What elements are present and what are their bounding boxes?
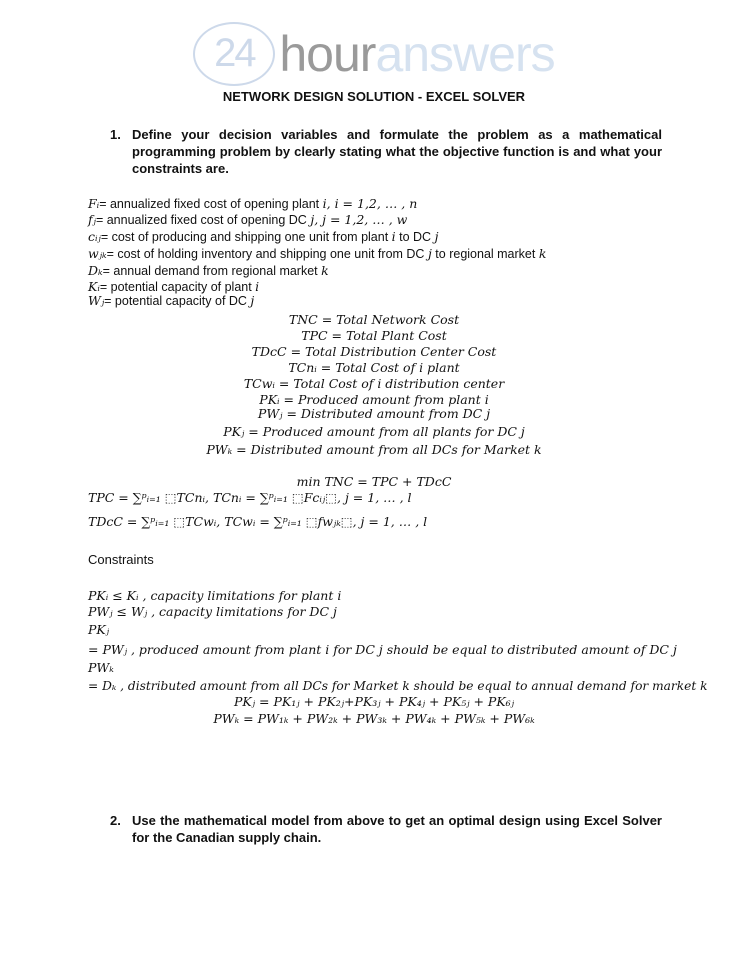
sum-equation-plant: TPC = ∑ᵖᵢ₌₁ ⬚TCnᵢ, TCnᵢ = ∑ᵖᵢ₌₁ ⬚Fcᵢⱼ⬚, j = 1, … , l <box>88 490 412 505</box>
constraint-plant-capacity: PKᵢ ≤ Kᵢ , capacity limitations for plant i <box>88 588 342 603</box>
watermark-answers: answers <box>375 26 555 82</box>
definition-holding-cost: wⱼₖ= cost of holding inventory and shipping one unit from DC j to regional market k <box>88 246 547 261</box>
notation-pki: PKᵢ = Produced amount from plant i <box>259 392 489 407</box>
question-2-text: Use the mathematical model from above to get an optimal design using Excel Solver for the Canadian supply chain. <box>132 813 662 845</box>
balance-plants: PKⱼ = PK₁ⱼ + PK₂ⱼ+PK₃ⱼ + PK₄ⱼ + PK₅ⱼ + PK₆ⱼ <box>234 694 514 709</box>
question-2-number: 2. <box>110 813 121 828</box>
notation-pwj: PWⱼ = Distributed amount from DC j <box>257 406 491 421</box>
definition-dc-capacity: Wⱼ= potential capacity of DC j <box>88 293 255 308</box>
notation-tcn: TCnᵢ = Total Cost of i plant <box>288 360 460 375</box>
watermark-logo <box>0 22 748 86</box>
definition-fixed-dc: fⱼ= annualized fixed cost of opening DC j, j = 1,2, … , w <box>88 212 408 227</box>
notation-pkj: PKⱼ = Produced amount from all plants for DC j <box>223 424 525 439</box>
definition-demand: Dₖ= annual demand from regional market k <box>88 263 329 278</box>
watermark-hour: hour <box>279 26 376 82</box>
balance-dcs: PWₖ = PW₁ₖ + PW₂ₖ + PW₃ₖ + PW₄ₖ + PW₅ₖ + PW₆ₖ <box>213 711 535 726</box>
definition-plant-capacity: Kᵢ= potential capacity of plant i <box>88 279 260 294</box>
constraint-flow-lhs: PKⱼ <box>88 622 110 637</box>
constraints-heading: Constraints <box>88 552 154 567</box>
sum-equation-dc: TDcC = ∑ᵖᵢ₌₁ ⬚TCwᵢ, TCwᵢ = ∑ᵖᵢ₌₁ ⬚fwⱼₖ⬚, j = 1, … , l <box>88 514 428 529</box>
watermark-number: 24 <box>193 22 275 86</box>
notation-tpc: TPC = Total Plant Cost <box>301 328 447 343</box>
constraint-demand-lhs: PWₖ <box>88 660 114 675</box>
question-2 <box>0 812 748 852</box>
question-1 <box>0 126 748 186</box>
constraint-flow-rhs: = PWⱼ , produced amount from plant i for DC j should be equal to distributed amount of DC j <box>88 642 677 657</box>
notation-tcw: TCwᵢ = Total Cost of i distribution center <box>243 376 505 391</box>
notation-tnc: TNC = Total Network Cost <box>288 312 460 327</box>
objective-function: min TNC = TPC + TDcC <box>296 474 452 489</box>
constraint-dc-capacity: PWⱼ ≤ Wⱼ , capacity limitations for DC j <box>88 604 337 619</box>
question-1-number: 1. <box>110 127 121 142</box>
constraint-demand-rhs: = Dₖ , distributed amount from all DCs for Market k should be equal to annual demand for market k <box>88 679 708 693</box>
document-title: NETWORK DESIGN SOLUTION - EXCEL SOLVER <box>222 89 526 104</box>
notation-tdcc: TDcC = Total Distribution Center Cost <box>251 344 497 359</box>
definition-fixed-plant: Fᵢ= annualized fixed cost of opening plant i, i = 1,2, … , n <box>88 196 418 211</box>
definition-production-cost: cᵢⱼ= cost of producing and shipping one unit from plant i to DC j <box>88 229 439 244</box>
notation-pwk: PWₖ = Distributed amount from all DCs for Market k <box>206 442 542 457</box>
question-1-text: Define your decision variables and formulate the problem as a mathematical programming problem by clearly stating what the objective function is and what your constraints are. <box>132 127 662 176</box>
